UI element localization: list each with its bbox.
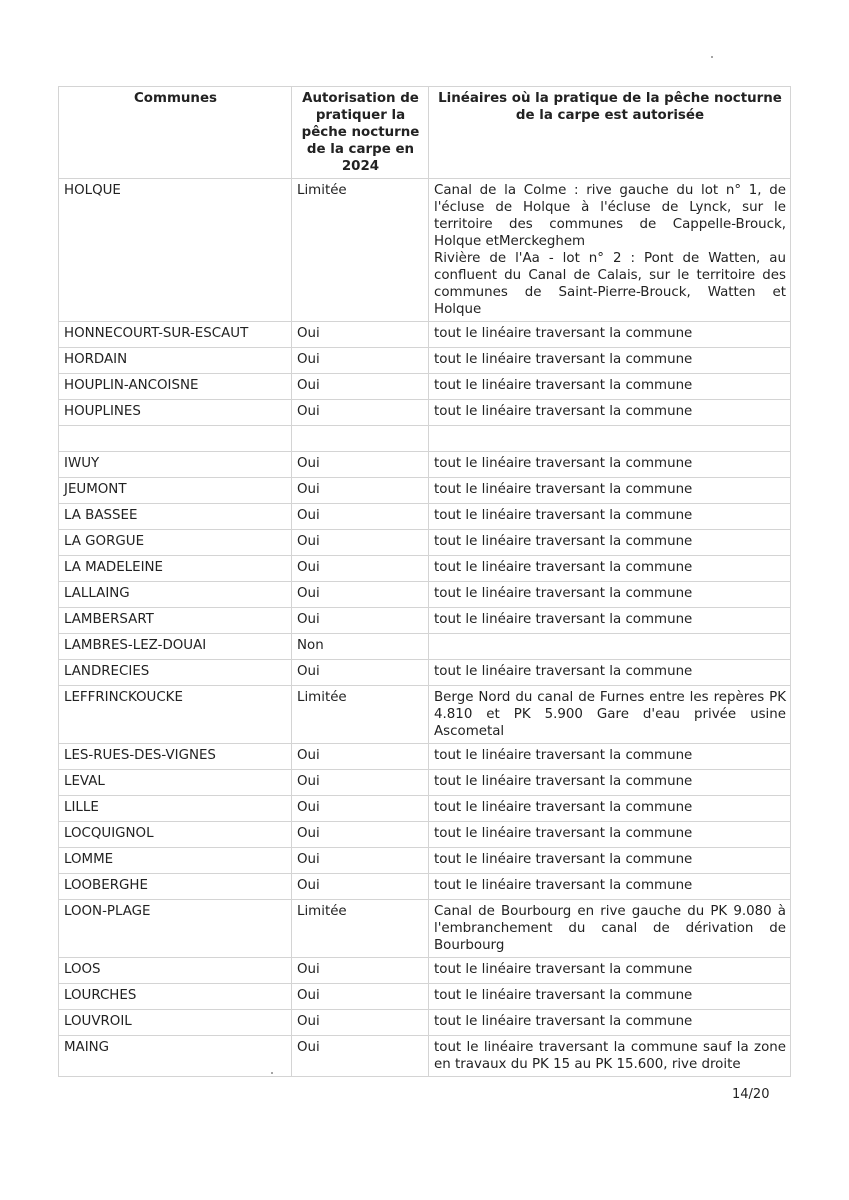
commune-cell: LOUVROIL: [59, 1010, 292, 1036]
table-row: [59, 984, 791, 1010]
commune-cell: LAMBRES-LEZ-DOUAI: [59, 634, 292, 660]
table-row: [59, 530, 791, 556]
table-row: [59, 634, 791, 660]
lineaire-cell: tout le linéaire traversant la commune: [429, 478, 791, 504]
lineaire-cell: tout le linéaire traversant la commune: [429, 874, 791, 900]
authorization-cell: Oui: [292, 874, 429, 900]
lineaire-cell: tout le linéaire traversant la commune: [429, 322, 791, 348]
authorization-cell: [292, 426, 429, 452]
table-row: [59, 556, 791, 582]
lineaire-cell: tout le linéaire traversant la commune sauf la zone en travaux du PK 15 au PK 15.600, rive droite: [429, 1036, 791, 1077]
table-row: [59, 744, 791, 770]
commune-cell: IWUY: [59, 452, 292, 478]
commune-cell: LOON-PLAGE: [59, 900, 292, 958]
commune-cell: HOLQUE: [59, 179, 292, 322]
table-row: [59, 582, 791, 608]
lineaire-cell: tout le linéaire traversant la commune: [429, 848, 791, 874]
authorization-cell: Oui: [292, 796, 429, 822]
commune-cell: HOUPLIN-ANCOISNE: [59, 374, 292, 400]
lineaire-cell: tout le linéaire traversant la commune: [429, 1010, 791, 1036]
lineaire-cell: tout le linéaire traversant la commune: [429, 400, 791, 426]
authorization-cell: Oui: [292, 822, 429, 848]
lineaire-cell: tout le linéaire traversant la commune: [429, 660, 791, 686]
table-row: [59, 900, 791, 958]
table-row: [59, 874, 791, 900]
table-row: [59, 686, 791, 744]
commune-cell: LAMBERSART: [59, 608, 292, 634]
commune-cell: LILLE: [59, 796, 292, 822]
commune-cell: LOCQUIGNOL: [59, 822, 292, 848]
authorization-cell: Oui: [292, 958, 429, 984]
table-row: [59, 426, 791, 452]
lineaire-cell: Canal de Bourbourg en rive gauche du PK 9.080 à l'embranchement du canal de dérivation de Bourbourg: [429, 900, 791, 958]
authorization-cell: Oui: [292, 556, 429, 582]
table-header-row: [59, 87, 791, 179]
table-row: [59, 822, 791, 848]
lineaire-cell: [429, 634, 791, 660]
header-lineaires: Linéaires où la pratique de la pêche nocturne de la carpe est autorisée: [429, 87, 791, 179]
commune-cell: HOUPLINES: [59, 400, 292, 426]
authorization-cell: Oui: [292, 322, 429, 348]
lineaire-cell: tout le linéaire traversant la commune: [429, 770, 791, 796]
commune-cell: LOURCHES: [59, 984, 292, 1010]
fishing-authorization-table: [58, 86, 791, 1077]
page-number: 14/20: [732, 1087, 770, 1102]
lineaire-cell: tout le linéaire traversant la commune: [429, 958, 791, 984]
table-row: [59, 348, 791, 374]
authorization-cell: Oui: [292, 400, 429, 426]
lineaire-cell: tout le linéaire traversant la commune: [429, 556, 791, 582]
commune-cell: LALLAING: [59, 582, 292, 608]
table-row: [59, 400, 791, 426]
lineaire-cell: [429, 426, 791, 452]
lineaire-cell: tout le linéaire traversant la commune: [429, 582, 791, 608]
scan-speck: [271, 1072, 273, 1074]
lineaire-cell: tout le linéaire traversant la commune: [429, 374, 791, 400]
header-communes: Communes: [59, 87, 292, 179]
commune-cell: LA BASSEE: [59, 504, 292, 530]
authorization-cell: Limitée: [292, 900, 429, 958]
table-row: [59, 452, 791, 478]
authorization-cell: Oui: [292, 452, 429, 478]
commune-cell: LES-RUES-DES-VIGNES: [59, 744, 292, 770]
table-row: [59, 608, 791, 634]
table-row: [59, 958, 791, 984]
commune-cell: LEVAL: [59, 770, 292, 796]
authorization-cell: Oui: [292, 608, 429, 634]
authorization-cell: Limitée: [292, 179, 429, 322]
commune-cell: LOOS: [59, 958, 292, 984]
lineaire-cell: tout le linéaire traversant la commune: [429, 796, 791, 822]
commune-cell: LEFFRINCKOUCKE: [59, 686, 292, 744]
table-body: [59, 179, 791, 1077]
commune-cell: LANDRECIES: [59, 660, 292, 686]
authorization-cell: Oui: [292, 660, 429, 686]
authorization-cell: Oui: [292, 348, 429, 374]
lineaire-cell: Berge Nord du canal de Furnes entre les repères PK 4.810 et PK 5.900 Gare d'eau privée usine Ascometal: [429, 686, 791, 744]
commune-cell: [59, 426, 292, 452]
authorization-cell: Oui: [292, 504, 429, 530]
commune-cell: HONNECOURT-SUR-ESCAUT: [59, 322, 292, 348]
authorization-cell: Oui: [292, 1010, 429, 1036]
header-authorization: Autorisation de pratiquer la pêche nocturne de la carpe en 2024: [292, 87, 429, 179]
commune-cell: LOOBERGHE: [59, 874, 292, 900]
authorization-cell: Non: [292, 634, 429, 660]
authorization-cell: Oui: [292, 770, 429, 796]
authorization-cell: Oui: [292, 374, 429, 400]
commune-cell: LA MADELEINE: [59, 556, 292, 582]
authorization-cell: Oui: [292, 848, 429, 874]
commune-cell: HORDAIN: [59, 348, 292, 374]
authorization-cell: Oui: [292, 582, 429, 608]
table-row: [59, 796, 791, 822]
commune-cell: JEUMONT: [59, 478, 292, 504]
authorization-cell: Limitée: [292, 686, 429, 744]
authorization-cell: Oui: [292, 530, 429, 556]
lineaire-cell: Canal de la Colme : rive gauche du lot n° 1, de l'écluse de Holque à l'écluse de Lynck, sur le territoire des communes de Cappelle-Brouck, Holque etMerckeghem Rivière de l'Aa - lot n° 2 : Pont de Watten, au confluent du Canal de Calais, sur le territoire des communes de Saint-Pierre-Brouck, Watten et Holque: [429, 179, 791, 322]
table-row: [59, 770, 791, 796]
table-row: [59, 478, 791, 504]
lineaire-cell: tout le linéaire traversant la commune: [429, 348, 791, 374]
lineaire-cell: tout le linéaire traversant la commune: [429, 504, 791, 530]
lineaire-cell: tout le linéaire traversant la commune: [429, 452, 791, 478]
commune-cell: MAING: [59, 1036, 292, 1077]
lineaire-cell: tout le linéaire traversant la commune: [429, 530, 791, 556]
lineaire-cell: tout le linéaire traversant la commune: [429, 744, 791, 770]
table-row: [59, 179, 791, 322]
authorization-cell: Oui: [292, 1036, 429, 1077]
commune-cell: LOMME: [59, 848, 292, 874]
table-row: [59, 660, 791, 686]
authorization-cell: Oui: [292, 478, 429, 504]
table-row: [59, 374, 791, 400]
table-row: [59, 322, 791, 348]
table-row: [59, 1036, 791, 1077]
lineaire-cell: tout le linéaire traversant la commune: [429, 608, 791, 634]
commune-cell: LA GORGUE: [59, 530, 292, 556]
lineaire-cell: tout le linéaire traversant la commune: [429, 822, 791, 848]
authorization-cell: Oui: [292, 984, 429, 1010]
scan-speck: [711, 56, 713, 58]
table-row: [59, 848, 791, 874]
table-row: [59, 504, 791, 530]
table-row: [59, 1010, 791, 1036]
lineaire-cell: tout le linéaire traversant la commune: [429, 984, 791, 1010]
authorization-cell: Oui: [292, 744, 429, 770]
